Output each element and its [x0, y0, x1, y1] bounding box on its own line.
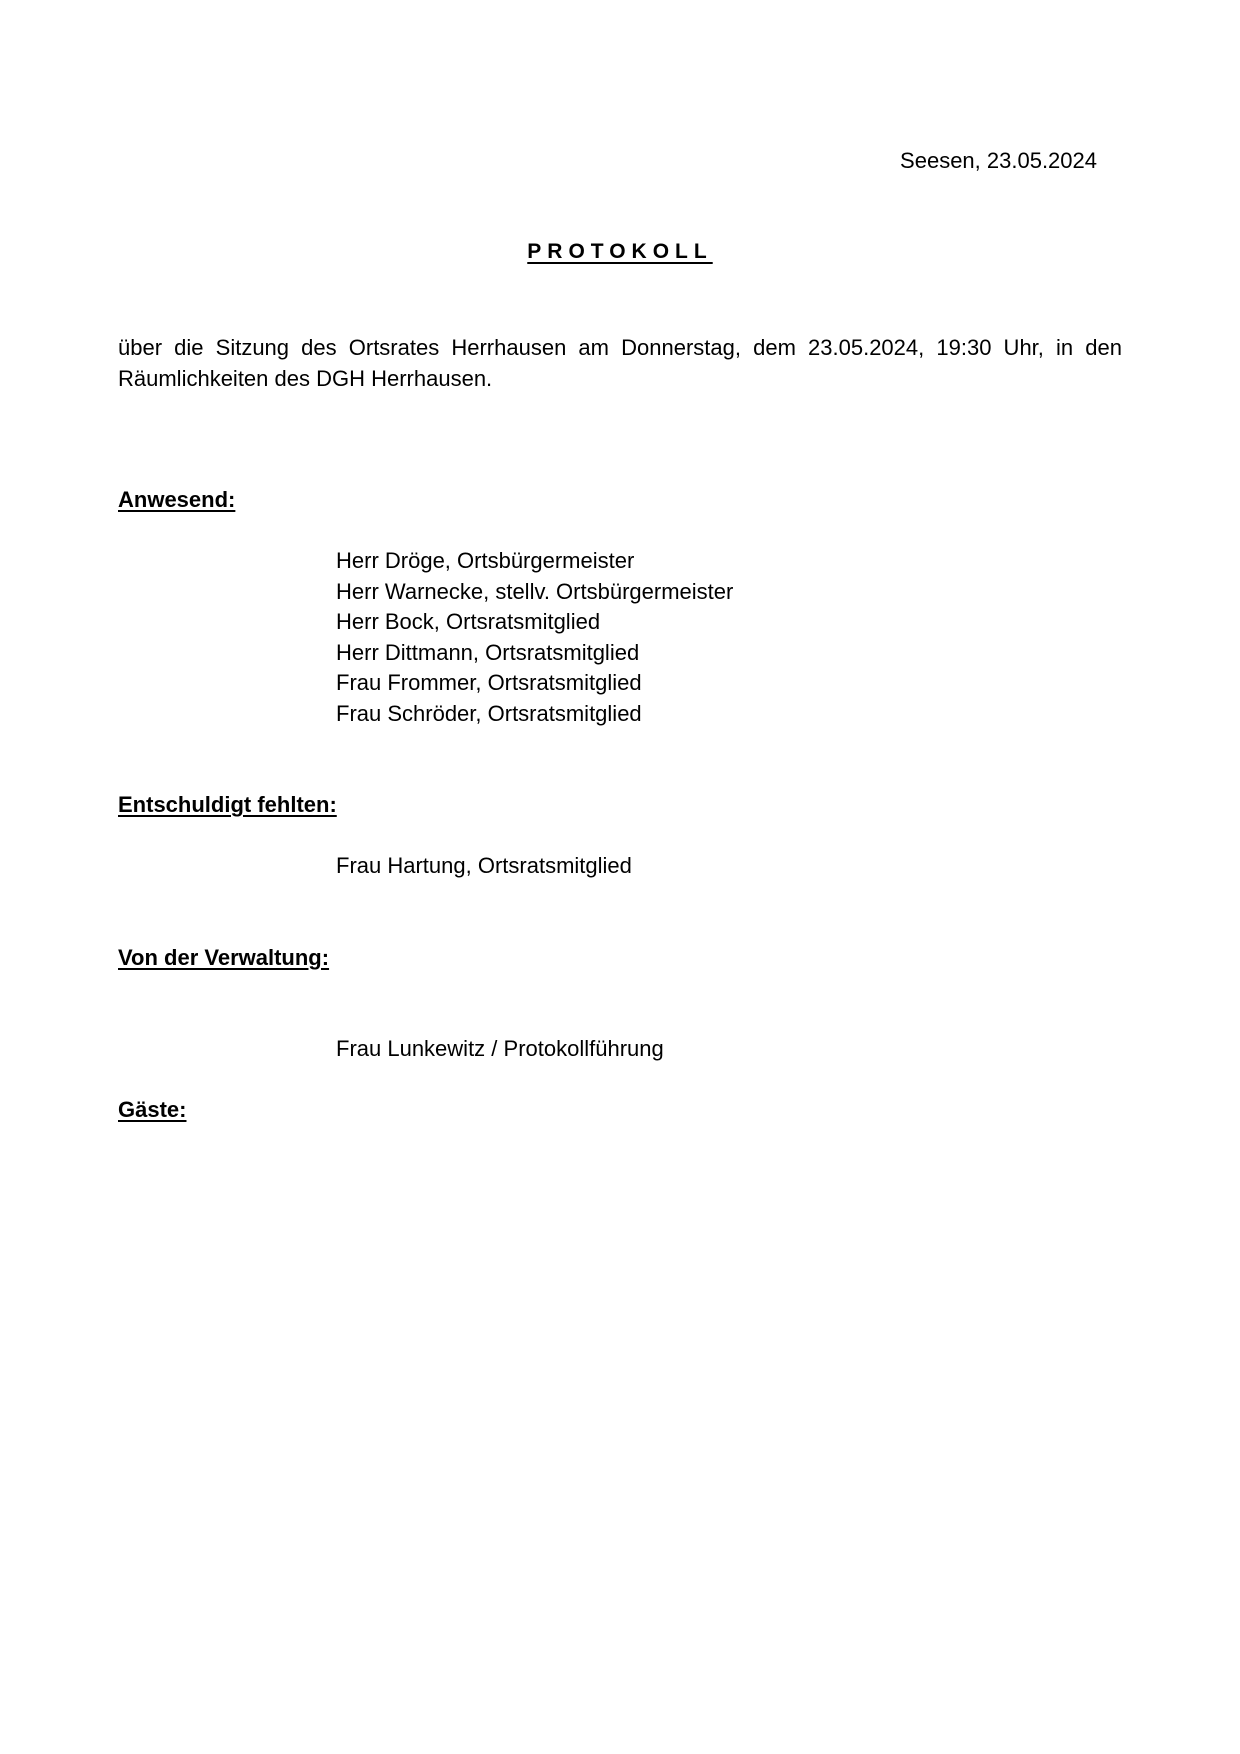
intro-paragraph: über die Sitzung des Ortsrates Herrhausen am Donnerstag, dem 23.05.2024, 19:30 Uhr, in den Räumlichkeiten des DGH Herrhausen.	[118, 335, 1122, 391]
excused-heading: Entschuldigt fehlten:	[118, 792, 337, 817]
administration-heading: Von der Verwaltung:	[118, 945, 330, 970]
list-item: Herr Dröge, Ortsbürgermeister	[336, 548, 635, 573]
list-item: Herr Dittmann, Ortsratsmitglied	[336, 639, 640, 665]
list-item: Herr Warnecke, stellv. Ortsbürgermeister	[336, 578, 734, 604]
list-item: Frau Frommer, Ortsratsmitglied	[336, 670, 642, 696]
list-item: Herr Bock, Ortsratsmitglied	[336, 609, 601, 635]
place-date: Seesen, 23.05.2024	[900, 148, 1097, 173]
present-heading: Anwesend:	[118, 487, 236, 512]
guests-heading: Gäste:	[118, 1097, 187, 1122]
administration-entry: Frau Lunkewitz / Protokollführung	[336, 1036, 664, 1061]
excused-entry: Frau Hartung, Ortsratsmitglied	[336, 853, 632, 878]
list-item: Frau Schröder, Ortsratsmitglied	[336, 700, 642, 726]
present-list	[336, 546, 733, 730]
document-title: PROTOKOLL	[527, 240, 713, 263]
